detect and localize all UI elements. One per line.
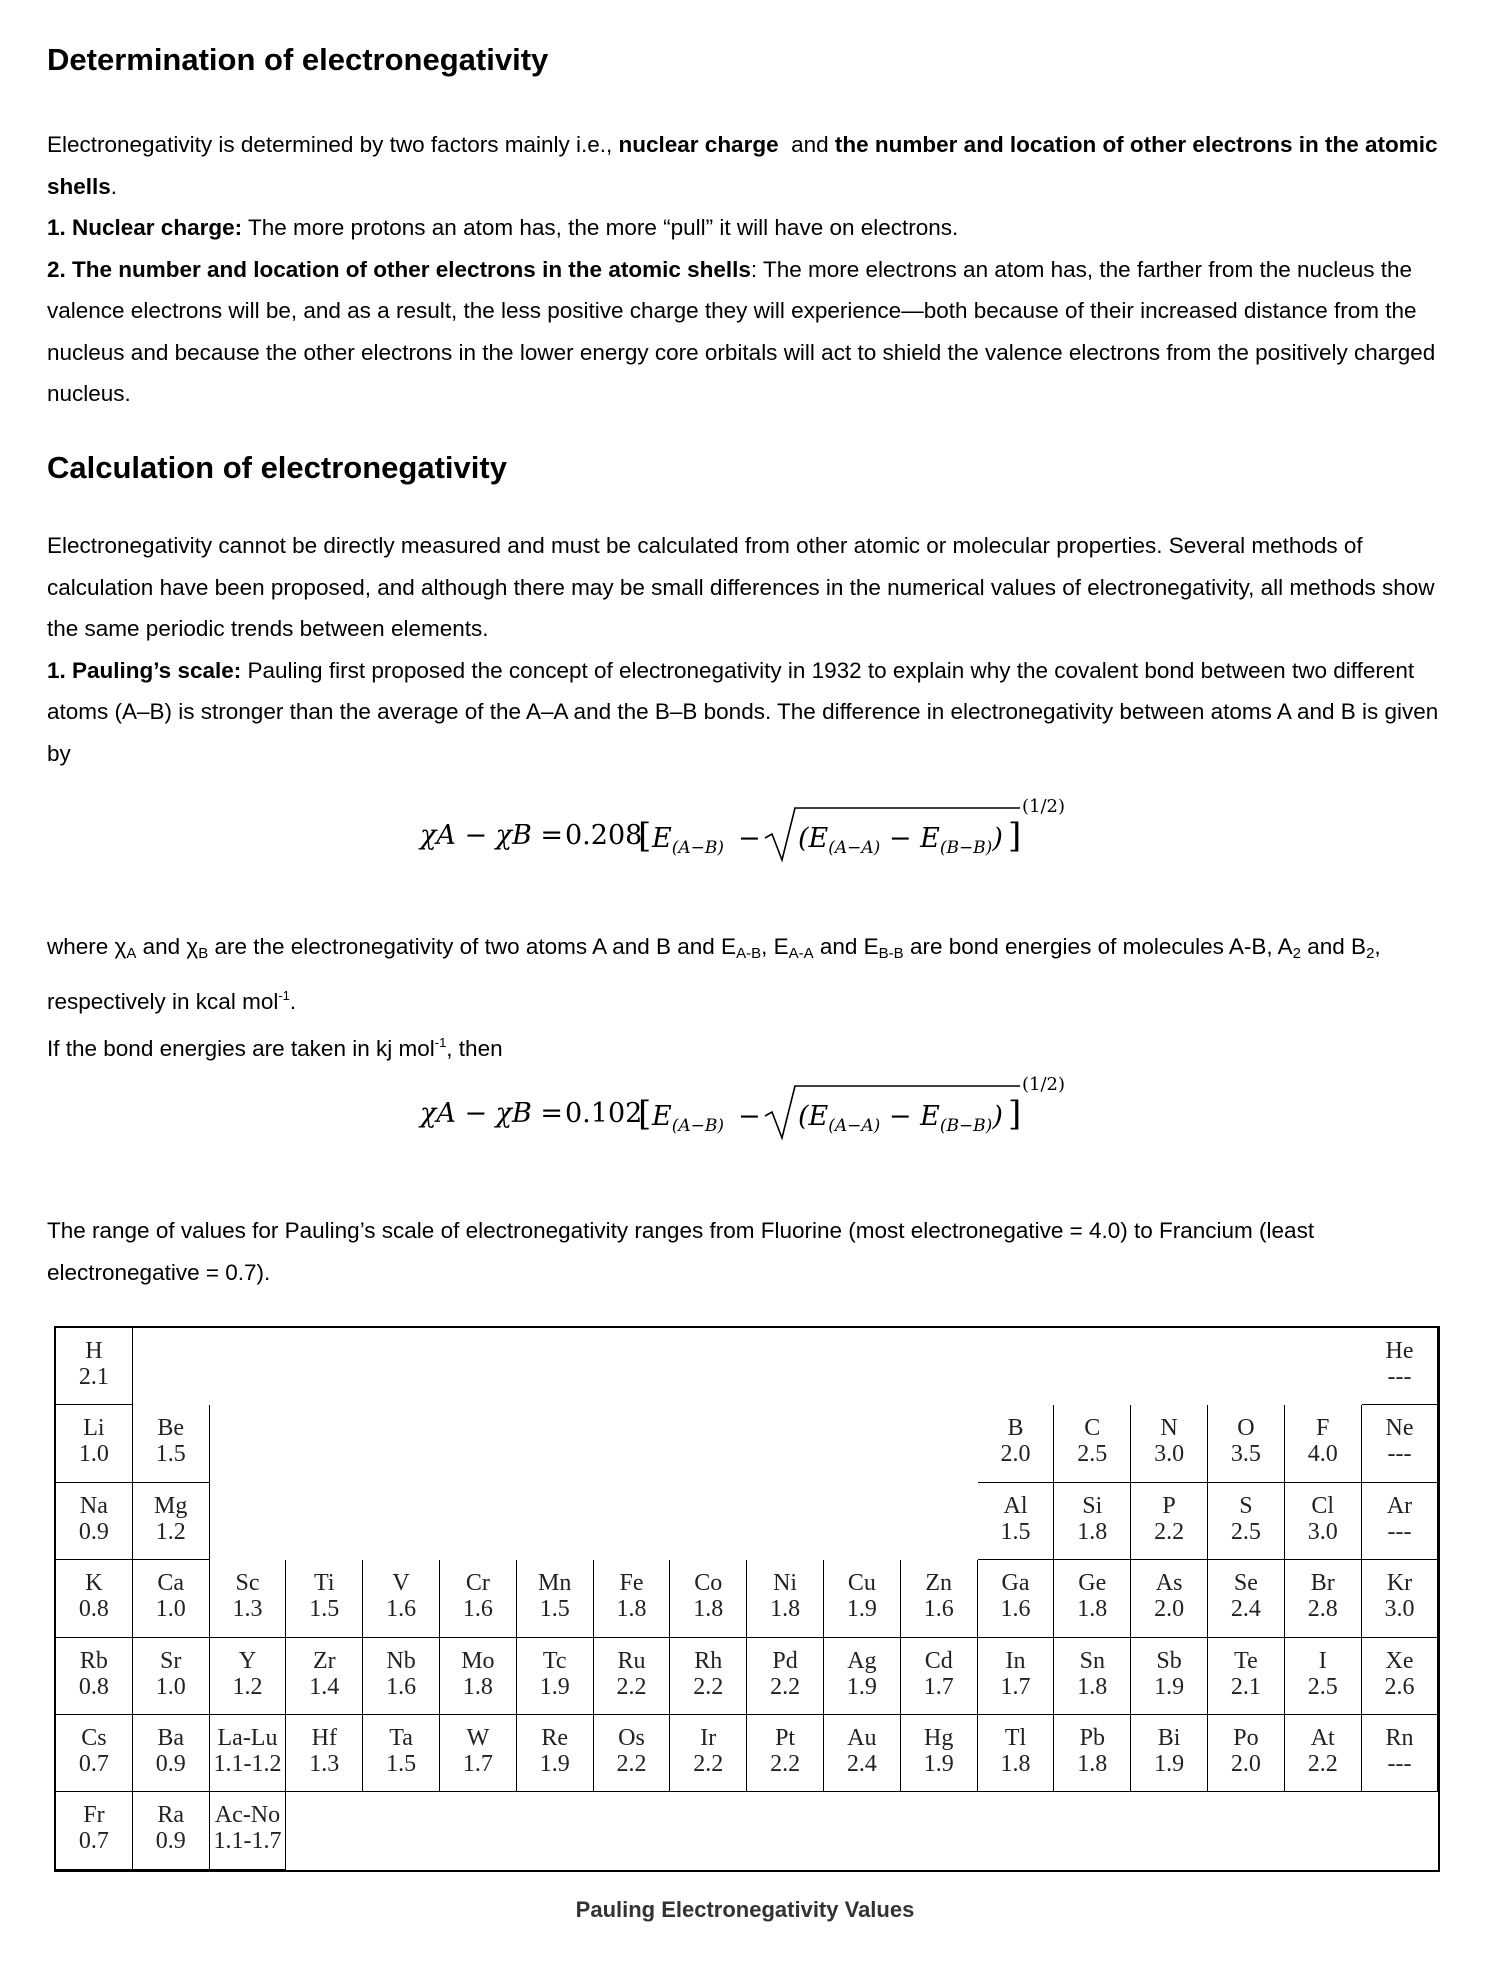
- element-value: 1.6: [462, 1596, 493, 1623]
- element-symbol: Ag: [847, 1647, 877, 1674]
- element-value: 2.2: [1307, 1751, 1338, 1777]
- element-value: 3.0: [1384, 1596, 1415, 1623]
- element-symbol: Ba: [157, 1725, 185, 1751]
- element-value: 1.7: [462, 1751, 493, 1777]
- element-value: 0.8: [78, 1673, 109, 1700]
- element-cell-ra: [133, 1792, 210, 1869]
- element-value: 1.6: [386, 1596, 417, 1623]
- element-symbol: La-Lu: [217, 1725, 278, 1751]
- element-symbol: Ta: [389, 1725, 413, 1751]
- formula-exponent: (1/2): [1022, 1074, 1066, 1095]
- element-cell-nb: [363, 1638, 440, 1715]
- element-cell-hg: [901, 1715, 978, 1792]
- element-value: 1.8: [462, 1673, 493, 1700]
- formula-bracket-sqrt: [420, 790, 1120, 890]
- element-symbol: Zn: [925, 1570, 953, 1597]
- element-cell-mg: [133, 1483, 210, 1560]
- element-cell-te: [1208, 1638, 1285, 1715]
- element-value: 1.0: [155, 1596, 186, 1623]
- element-symbol: Te: [1234, 1647, 1258, 1674]
- element-cell-po: [1208, 1715, 1285, 1792]
- element-symbol: Sc: [235, 1570, 260, 1597]
- element-cell-v: [363, 1560, 440, 1637]
- element-symbol: Se: [1233, 1570, 1258, 1597]
- element-symbol: Ca: [157, 1570, 185, 1597]
- element-cell-re: [517, 1715, 594, 1792]
- element-cell-ti: [286, 1560, 363, 1637]
- element-cell-fe: [594, 1560, 671, 1637]
- svg-text:[: [: [638, 1094, 652, 1134]
- element-cell-pb: [1054, 1715, 1131, 1792]
- element-cell-rn: [1362, 1715, 1439, 1792]
- element-symbol: He: [1385, 1338, 1414, 1364]
- element-value: 2.5: [1307, 1673, 1338, 1700]
- element-value: 1.8: [616, 1596, 647, 1623]
- element-value: 1.6: [386, 1673, 417, 1700]
- element-symbol: Rh: [694, 1647, 723, 1674]
- heading-calculation: Calculation of electronegativity: [47, 450, 507, 485]
- element-cell-b: [978, 1405, 1055, 1482]
- element-cell-at: [1285, 1715, 1362, 1792]
- element-value: 0.9: [78, 1518, 109, 1545]
- element-value: 3.0: [1154, 1441, 1185, 1468]
- element-value: 0.7: [78, 1751, 109, 1777]
- element-symbol: Cd: [924, 1647, 953, 1674]
- element-symbol: Os: [618, 1725, 645, 1751]
- element-value: 1.8: [770, 1596, 801, 1623]
- element-value: 2.2: [770, 1751, 801, 1777]
- element-cell-ag: [824, 1638, 901, 1715]
- element-symbol: Mo: [461, 1647, 495, 1674]
- element-symbol: Pb: [1079, 1725, 1105, 1751]
- element-value: 1.7: [923, 1673, 954, 1700]
- element-symbol: Rb: [79, 1647, 108, 1674]
- element-cell-ni: [747, 1560, 824, 1637]
- element-cell-ca: [133, 1560, 210, 1637]
- element-cell-na: [56, 1483, 133, 1560]
- formula-exponent: (1/2): [1022, 796, 1066, 817]
- element-symbol: Br: [1310, 1570, 1335, 1597]
- element-cell-c: [1054, 1405, 1131, 1482]
- element-symbol: F: [1316, 1415, 1330, 1442]
- element-value: 2.6: [1384, 1673, 1415, 1700]
- element-value: 1.5: [155, 1441, 186, 1468]
- element-cell-w: [440, 1715, 517, 1792]
- element-symbol: Pt: [775, 1725, 796, 1751]
- element-value: ---: [1387, 1751, 1412, 1777]
- element-symbol: Ge: [1078, 1570, 1107, 1597]
- element-cell-au: [824, 1715, 901, 1792]
- element-symbol: Ga: [1001, 1570, 1030, 1597]
- element-symbol: W: [466, 1725, 490, 1751]
- element-value: 1.2: [155, 1518, 186, 1545]
- element-symbol: Ne: [1385, 1415, 1414, 1442]
- element-symbol: Rn: [1385, 1725, 1414, 1751]
- element-cell-y: [210, 1638, 287, 1715]
- element-symbol: Fe: [619, 1570, 644, 1597]
- svg-text:(E(A−A) − E(B−B)): $(E_{(A-A)} - E_{(B-B)})$: [798, 1101, 1003, 1136]
- element-value: 1.8: [693, 1596, 724, 1623]
- element-symbol: Co: [694, 1570, 723, 1597]
- element-cell-as: [1131, 1560, 1208, 1637]
- svg-text:(E(A−A) − E(B−B)): $(E_{(A-A)} - E_{(B-B)})$: [798, 823, 1003, 858]
- element-cell-ar: [1362, 1483, 1439, 1560]
- element-symbol: Ti: [314, 1570, 335, 1597]
- element-symbol: S: [1239, 1492, 1253, 1519]
- element-value: 1.2: [232, 1673, 263, 1700]
- element-symbol: Pd: [772, 1647, 798, 1674]
- element-symbol: Ar: [1386, 1492, 1413, 1519]
- element-symbol: Cu: [847, 1570, 876, 1597]
- element-cell-sr: [133, 1638, 210, 1715]
- element-value: 1.5: [386, 1751, 417, 1777]
- element-cell-cd: [901, 1638, 978, 1715]
- formula-coefficient: 0.208: [565, 820, 643, 851]
- element-symbol: Hf: [311, 1725, 337, 1751]
- element-value: 1.5: [539, 1596, 570, 1623]
- element-symbol: As: [1155, 1570, 1183, 1597]
- element-cell-ac-no: [210, 1792, 287, 1869]
- element-value: ---: [1387, 1518, 1412, 1545]
- element-symbol: Nb: [386, 1647, 416, 1674]
- element-value: ---: [1387, 1441, 1412, 1468]
- element-symbol: O: [1237, 1415, 1255, 1442]
- element-value: 1.0: [155, 1673, 186, 1700]
- element-cell-la-lu: [210, 1715, 287, 1792]
- paragraph-where: where $\chi_A$ and $\chi_B$ are the electronegativity of two atoms A and B and $E_{A-B}$, $E_{A-A}$ and $E_{B-B}$ are bond energies of molecules A-B, $A_2$ and $B_2$, respectively in kcal mol$^{-1}$. If the bond energies are taken in kj mol$^{-1}$, then: [47, 934, 1381, 1061]
- element-cell-mo: [440, 1638, 517, 1715]
- element-cell-cu: [824, 1560, 901, 1637]
- element-symbol: Ru: [617, 1647, 646, 1674]
- formula-kcal: [420, 790, 1120, 890]
- element-cell-ga: [978, 1560, 1055, 1637]
- element-symbol: Al: [1003, 1492, 1028, 1519]
- element-cell-f: [1285, 1405, 1362, 1482]
- element-value: 1.9: [846, 1596, 877, 1623]
- element-cell-xe: [1362, 1638, 1439, 1715]
- element-value: 1.7: [1000, 1673, 1031, 1700]
- element-cell-zr: [286, 1638, 363, 1715]
- svg-text:−: −: [738, 1101, 761, 1132]
- element-symbol: Ni: [773, 1570, 798, 1597]
- element-value: 2.2: [693, 1673, 724, 1700]
- element-cell-cs: [56, 1715, 133, 1792]
- element-symbol: Au: [847, 1725, 877, 1751]
- element-cell-cr: [440, 1560, 517, 1637]
- element-symbol: Hg: [924, 1725, 954, 1751]
- element-value: 1.8: [1077, 1518, 1108, 1545]
- element-symbol: Sb: [1156, 1647, 1182, 1674]
- element-cell-ge: [1054, 1560, 1131, 1637]
- element-value: 2.0: [1000, 1441, 1031, 1468]
- element-value: 1.6: [1000, 1596, 1031, 1623]
- element-value: 1.3: [309, 1751, 340, 1777]
- element-cell-ba: [133, 1715, 210, 1792]
- element-symbol: Sr: [160, 1647, 182, 1674]
- element-value: 1.3: [232, 1596, 263, 1623]
- element-value: 2.2: [693, 1751, 724, 1777]
- periodic-table: [54, 1326, 1440, 1872]
- element-cell-se: [1208, 1560, 1285, 1637]
- element-cell-si: [1054, 1483, 1131, 1560]
- svg-text:[: [: [638, 816, 652, 856]
- formula-kj: [420, 1068, 1120, 1168]
- element-symbol: K: [85, 1570, 103, 1597]
- element-value: 1.5: [1000, 1518, 1031, 1545]
- element-symbol: Mn: [538, 1570, 572, 1597]
- element-value: 1.8: [1077, 1596, 1108, 1623]
- element-cell-br: [1285, 1560, 1362, 1637]
- element-value: 0.9: [155, 1751, 186, 1777]
- element-symbol: B: [1007, 1415, 1024, 1442]
- element-value: 2.0: [1154, 1596, 1185, 1623]
- element-value: 1.5: [309, 1596, 340, 1623]
- element-symbol: Re: [541, 1725, 569, 1751]
- svg-text:−: −: [738, 823, 761, 854]
- element-value: 2.2: [616, 1673, 647, 1700]
- formula-bracket-sqrt: [420, 1068, 1120, 1168]
- element-value: 1.1-1.2: [213, 1751, 282, 1777]
- formula-lhs: χA − χB =: [420, 1098, 564, 1129]
- svg-text:]: ]: [1008, 816, 1022, 856]
- element-cell-h: [56, 1328, 133, 1405]
- element-cell-cl: [1285, 1483, 1362, 1560]
- element-cell-pt: [747, 1715, 824, 1792]
- element-value: 1.1-1.7: [213, 1828, 282, 1855]
- element-symbol: Xe: [1385, 1647, 1414, 1674]
- element-cell-tl: [978, 1715, 1055, 1792]
- element-value: 1.6: [923, 1596, 954, 1623]
- element-cell-ta: [363, 1715, 440, 1792]
- element-value: 1.8: [1077, 1751, 1108, 1777]
- element-cell-he: [1362, 1328, 1439, 1405]
- element-cell-in: [978, 1638, 1055, 1715]
- element-cell-sb: [1131, 1638, 1208, 1715]
- element-symbol: Y: [238, 1647, 257, 1674]
- element-cell-ne: [1362, 1405, 1439, 1482]
- paragraph-calculation: Electronegativity cannot be directly measured and must be calculated from other atomic or molecular properties. Several methods of calculation have been proposed, and although there may be small differences in the numerical values of electronegativity, all methods show the same periodic trends between elements. 1. Pauling’s scale: Pauling first proposed the concept of electronegativity in 1932 to explain why the covalent bond between two different atoms (A–B) is stronger than the average of the A–A and the B–B bonds. The difference in electronegativity between atoms A and B is given by: [47, 533, 1439, 766]
- element-symbol: Mg: [154, 1492, 188, 1519]
- element-symbol: Na: [79, 1492, 108, 1519]
- element-symbol: Ac-No: [214, 1802, 281, 1829]
- element-cell-sn: [1054, 1638, 1131, 1715]
- element-value: 1.9: [1154, 1673, 1185, 1700]
- element-symbol: Fr: [83, 1802, 105, 1829]
- element-value: 2.2: [770, 1673, 801, 1700]
- element-symbol: At: [1310, 1725, 1335, 1751]
- element-symbol: Li: [83, 1415, 105, 1442]
- element-value: 2.4: [1230, 1596, 1261, 1623]
- element-cell-tc: [517, 1638, 594, 1715]
- element-value: 4.0: [1307, 1441, 1338, 1468]
- element-symbol: I: [1318, 1647, 1327, 1674]
- formula-coefficient: 0.102: [565, 1098, 643, 1129]
- element-symbol: Zr: [312, 1647, 336, 1674]
- svg-text:E(A−B): $E_{(A-B)}$: [652, 823, 724, 858]
- element-value: 2.5: [1230, 1518, 1261, 1545]
- element-symbol: P: [1162, 1492, 1176, 1519]
- element-symbol: Po: [1233, 1725, 1259, 1751]
- element-symbol: Kr: [1386, 1570, 1413, 1597]
- element-symbol: C: [1084, 1415, 1101, 1442]
- svg-text:]: ]: [1008, 1094, 1022, 1134]
- element-cell-i: [1285, 1638, 1362, 1715]
- element-symbol: Bi: [1157, 1725, 1181, 1751]
- element-symbol: H: [85, 1338, 103, 1364]
- paragraph-intro: Electronegativity is determined by two factors mainly i.e., nuclear charge and the number and location of other electrons in the atomic shells. 1. Nuclear charge: The more protons an atom has, the more “pull” it will have on electrons. 2. The number and location of other electrons in the atomic shells: The more electrons an atom has, the farther from the nucleus the valence electrons will be, and as a result, the less positive charge they will experience—both because of their increased distance from the nucleus and because the other electrons in the lower energy core orbitals will act to shield the valence electrons from the positively charged nucleus.: [47, 132, 1438, 406]
- element-cell-os: [594, 1715, 671, 1792]
- element-cell-li: [56, 1405, 133, 1482]
- element-symbol: V: [392, 1570, 410, 1597]
- element-value: 1.9: [923, 1751, 954, 1777]
- heading-determination: Determination of electronegativity: [47, 42, 549, 77]
- element-value: 3.5: [1230, 1441, 1261, 1468]
- element-value: 1.8: [1077, 1673, 1108, 1700]
- element-symbol: Cl: [1311, 1492, 1335, 1519]
- element-cell-rh: [670, 1638, 747, 1715]
- element-symbol: Tl: [1004, 1725, 1027, 1751]
- paragraph-range: The range of values for Pauling’s scale of electronegativity ranges from Fluorine (most electronegative = 4.0) to Francium (least electronegative = 0.7).: [47, 1218, 1315, 1285]
- element-value: 2.0: [1230, 1751, 1261, 1777]
- element-cell-al: [978, 1483, 1055, 1560]
- element-value: 1.9: [846, 1673, 877, 1700]
- element-cell-sc: [210, 1560, 287, 1637]
- table-caption: Pauling Electronegativity Values: [575, 1897, 915, 1922]
- element-cell-zn: [901, 1560, 978, 1637]
- element-symbol: In: [1005, 1647, 1026, 1674]
- element-value: ---: [1387, 1364, 1412, 1390]
- element-value: 1.9: [1154, 1751, 1185, 1777]
- element-cell-pd: [747, 1638, 824, 1715]
- svg-text:E(A−B): $E_{(A-B)}$: [652, 1101, 724, 1136]
- element-symbol: Ra: [157, 1802, 185, 1829]
- element-cell-mn: [517, 1560, 594, 1637]
- element-cell-ru: [594, 1638, 671, 1715]
- element-value: 2.1: [78, 1364, 109, 1390]
- element-cell-rb: [56, 1638, 133, 1715]
- element-cell-fr: [56, 1792, 133, 1869]
- element-value: 0.8: [78, 1596, 109, 1623]
- element-cell-p: [1131, 1483, 1208, 1560]
- element-value: 0.7: [78, 1828, 109, 1855]
- element-value: 1.9: [539, 1751, 570, 1777]
- formula-lhs: χA − χB =: [420, 820, 564, 851]
- element-symbol: Sn: [1079, 1647, 1105, 1674]
- element-cell-be: [133, 1405, 210, 1482]
- element-symbol: Cr: [465, 1570, 490, 1597]
- element-symbol: Si: [1082, 1492, 1103, 1519]
- element-cell-o: [1208, 1405, 1285, 1482]
- element-cell-kr: [1362, 1560, 1439, 1637]
- element-value: 1.4: [309, 1673, 340, 1700]
- element-cell-k: [56, 1560, 133, 1637]
- element-symbol: N: [1160, 1415, 1178, 1442]
- element-cell-n: [1131, 1405, 1208, 1482]
- element-symbol: Cs: [81, 1725, 107, 1751]
- element-value: 0.9: [155, 1828, 186, 1855]
- element-symbol: Ir: [700, 1725, 717, 1751]
- element-value: 2.4: [846, 1751, 877, 1777]
- element-cell-s: [1208, 1483, 1285, 1560]
- element-value: 1.9: [539, 1673, 570, 1700]
- element-symbol: Tc: [542, 1647, 567, 1674]
- element-value: 1.0: [78, 1441, 109, 1468]
- element-symbol: Be: [157, 1415, 185, 1442]
- element-value: 2.2: [616, 1751, 647, 1777]
- element-value: 2.1: [1230, 1673, 1261, 1700]
- element-value: 2.8: [1307, 1596, 1338, 1623]
- element-value: 2.2: [1154, 1518, 1185, 1545]
- element-cell-hf: [286, 1715, 363, 1792]
- element-cell-co: [670, 1560, 747, 1637]
- element-value: 1.8: [1000, 1751, 1031, 1777]
- element-cell-bi: [1131, 1715, 1208, 1792]
- element-cell-ir: [670, 1715, 747, 1792]
- element-value: 3.0: [1307, 1518, 1338, 1545]
- element-value: 2.5: [1077, 1441, 1108, 1468]
